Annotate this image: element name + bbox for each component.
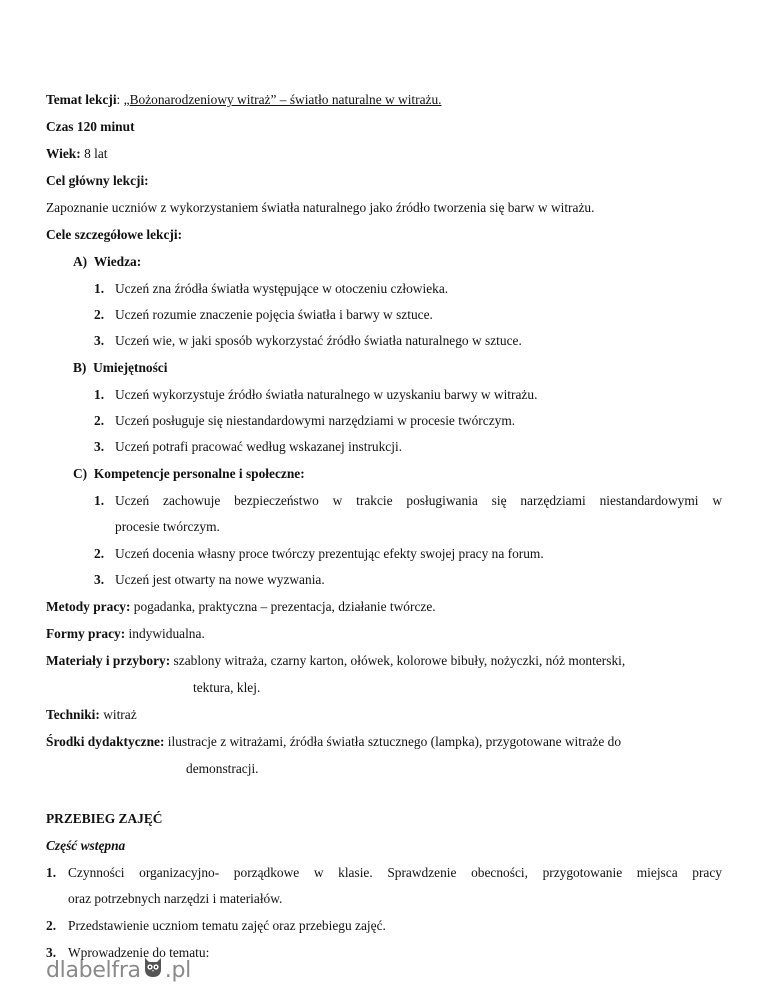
forms-line (46, 625, 205, 643)
list-item: 1. (94, 387, 105, 402)
aids-value: ilustracje z witrażami, źródła światła sztucznego (lampka), przygotowane witraże do (164, 734, 622, 749)
list-item-text: Uczeń zna źródła światła występujące w otoczeniu człowieka. (115, 281, 449, 296)
step-number: 2. (46, 918, 57, 933)
aids-line (46, 733, 621, 751)
list-item-continuation: procesie twórczym. (115, 519, 220, 534)
methods-label: Metody pracy: (46, 599, 131, 614)
methods-line (46, 598, 436, 616)
owl-icon (141, 955, 165, 985)
logo-text-left: dlabelfra (46, 957, 141, 983)
section-b-title: B) Umiejętności (73, 360, 168, 375)
list-item-text: Uczeń potrafi pracować według wskazanej instrukcji. (115, 439, 403, 454)
topic-label: Temat lekcji (46, 92, 117, 107)
list-item: 3. (94, 572, 105, 587)
topic-line (46, 91, 442, 109)
list-item-text: Uczeń zachowuje bezpieczeństwo w trakcie posługiwania się narzędziami niestandardowymi w (115, 493, 722, 508)
list-item: 3. (94, 439, 105, 454)
list-item: 2. (94, 413, 105, 428)
course-subheading: Część wstępna (46, 838, 126, 853)
list-item-text: Uczeń posługuje się niestandardowymi narzędziami w procesie twórczym. (115, 413, 516, 428)
forms-label: Formy pracy: (46, 626, 126, 641)
list-item-text: Uczeń wykorzystuje źródło światła naturalnego w uzyskaniu barwy w witrażu. (115, 387, 538, 402)
duration-text: Czas 120 minut (46, 119, 135, 134)
step-text: Przedstawienie uczniom tematu zajęć oraz przebiegu zajęć. (68, 918, 386, 933)
main-goal-heading: Cel główny lekcji: (46, 173, 149, 188)
materials-continuation: tektura, klej. (193, 680, 261, 695)
list-item-text: Uczeń jest otwarty na nowe wyzwania. (115, 572, 325, 587)
techniques-line (46, 706, 137, 724)
forms-value: indywidualna. (125, 626, 205, 641)
detailed-goals-heading: Cele szczegółowe lekcji: (46, 227, 183, 242)
age-line (46, 145, 108, 163)
list-item: 2. (94, 546, 105, 561)
logo-text-right: .pl (164, 957, 191, 983)
step-number: 1. (46, 865, 57, 880)
list-item: 1. (94, 493, 105, 508)
aids-label: Środki dydaktyczne: (46, 734, 165, 749)
topic-value: „Bożonarodzeniowy witraż” – światło naturalne w witrażu. (123, 92, 442, 107)
list-item: 2. (94, 307, 105, 322)
aids-continuation: demonstracji. (186, 761, 259, 776)
materials-label: Materiały i przybory: (46, 653, 171, 668)
list-item-text: Uczeń rozumie znaczenie pojęcia światła i barwy w sztuce. (115, 307, 433, 322)
step-text: Czynności organizacyjno- porządkowe w klasie. Sprawdzenie obecności, przygotowanie miejsca pracy (68, 865, 722, 880)
topic-separator: : (116, 92, 124, 107)
techniques-value: witraż (99, 707, 137, 722)
step-number: 3. (46, 945, 57, 960)
course-heading: PRZEBIEG ZAJĘĆ (46, 811, 163, 826)
section-a-title: A) Wiedza: (73, 254, 142, 269)
materials-value: szablony witraża, czarny karton, ołówek, kolorowe bibuły, nożyczki, nóż monterski, (170, 653, 626, 668)
step-continuation: oraz potrzebnych narzędzi i materiałów. (68, 891, 283, 906)
list-item-text: Uczeń docenia własny proce twórczy prezentując efekty swojej pracy na forum. (115, 546, 544, 561)
section-c-title: C) Kompetencje personalne i społeczne: (73, 466, 305, 481)
techniques-label: Techniki: (46, 707, 100, 722)
materials-line (46, 652, 625, 670)
list-item-text: Uczeń wie, w jaki sposób wykorzystać źródło światła naturalnego w sztuce. (115, 333, 522, 348)
site-logo (46, 955, 191, 985)
list-item: 1. (94, 281, 105, 296)
duration (46, 118, 135, 136)
step-text: Wprowadzenie do tematu: (68, 945, 210, 960)
age-value: 8 lat (80, 146, 108, 161)
age-label: Wiek: (46, 146, 81, 161)
methods-value: pogadanka, praktyczna – prezentacja, działanie twórcze. (130, 599, 436, 614)
main-goal-text: Zapoznanie uczniów z wykorzystaniem światła naturalnego jako źródło tworzenia się barw w witrażu. (46, 200, 595, 215)
list-item: 3. (94, 333, 105, 348)
